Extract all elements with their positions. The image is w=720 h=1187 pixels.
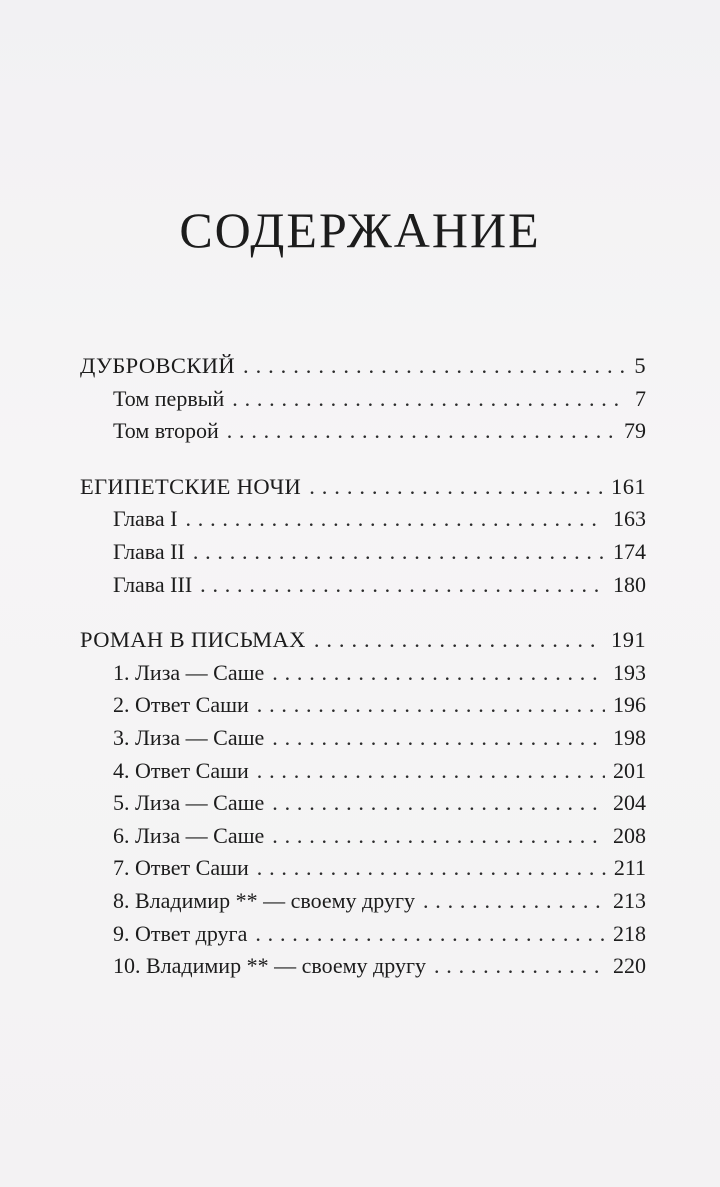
toc-entry xyxy=(80,689,646,722)
toc-entry xyxy=(80,950,646,983)
toc-section xyxy=(80,350,646,448)
dot-leader xyxy=(255,918,605,951)
toc-section xyxy=(80,624,646,983)
toc-entry xyxy=(80,755,646,788)
toc-page-number: 174 xyxy=(613,538,646,564)
toc-entry xyxy=(80,852,646,885)
dot-leader xyxy=(200,569,605,602)
dot-leader xyxy=(227,415,616,448)
toc-page-number: 201 xyxy=(613,757,646,783)
toc-entry-label: Глава II xyxy=(113,538,185,564)
toc-entry xyxy=(80,787,646,820)
toc-page-number: 180 xyxy=(613,571,646,597)
toc-entry-label: 6. Лиза — Саше xyxy=(113,822,265,848)
toc-page-number: 220 xyxy=(613,953,646,979)
toc-entry-label: 8. Владимир ** — своему другу xyxy=(113,887,415,913)
dot-leader xyxy=(314,624,603,657)
dot-leader xyxy=(186,503,606,536)
page-title: СОДЕРЖАНИЕ xyxy=(179,202,541,258)
toc-page-number: 193 xyxy=(613,659,646,685)
dot-leader xyxy=(257,689,605,722)
toc-entry-label: Глава III xyxy=(113,571,193,597)
dot-leader xyxy=(232,383,627,416)
toc-entry xyxy=(80,536,646,569)
toc-entry-label: 5. Лиза — Саше xyxy=(113,790,265,816)
dot-leader xyxy=(272,787,605,820)
dot-leader xyxy=(309,471,603,504)
toc-entry xyxy=(80,885,646,918)
dot-leader xyxy=(257,852,606,885)
toc-page-number: 213 xyxy=(613,887,646,913)
toc-section xyxy=(80,471,646,601)
toc-section-heading xyxy=(80,471,646,504)
toc-entry-label: 1. Лиза — Саше xyxy=(113,659,265,685)
toc-page-number: 191 xyxy=(611,627,646,653)
toc-entry-label: 3. Лиза — Саше xyxy=(113,724,265,750)
toc-section-title: ДУБРОВСКИЙ xyxy=(80,353,236,378)
dot-leader xyxy=(257,755,605,788)
toc-section-heading xyxy=(80,350,646,383)
dot-leader xyxy=(272,722,605,755)
toc-entry-label: 10. Владимир ** — своему другу xyxy=(113,953,426,979)
toc-entry-label: 4. Ответ Саши xyxy=(113,757,249,783)
toc-entry xyxy=(80,569,646,602)
toc-entry xyxy=(80,383,646,416)
dot-leader xyxy=(193,536,605,569)
toc-page-number: 196 xyxy=(613,692,646,718)
toc-entry xyxy=(80,415,646,448)
toc-page-number: 163 xyxy=(613,506,646,532)
toc-entry-label: Глава I xyxy=(113,506,178,532)
toc-page-number: 198 xyxy=(613,724,646,750)
toc-page-number: 208 xyxy=(613,822,646,848)
toc-entry-label: 7. Ответ Саши xyxy=(113,855,249,881)
toc-entry-label: 9. Ответ друга xyxy=(113,920,248,946)
toc-entry xyxy=(80,918,646,951)
toc-entry xyxy=(80,820,646,853)
toc-page-number: 79 xyxy=(624,418,646,444)
dot-leader xyxy=(272,657,605,690)
toc-page-number: 204 xyxy=(613,790,646,816)
toc-entry-label: Том второй xyxy=(113,418,219,444)
toc-page-number: 161 xyxy=(611,473,646,499)
toc-page-number: 211 xyxy=(613,855,646,881)
toc-entry-label: 2. Ответ Саши xyxy=(113,692,249,718)
dot-leader xyxy=(272,820,605,853)
dot-leader xyxy=(243,350,626,383)
toc-entry xyxy=(80,503,646,536)
toc-section-heading xyxy=(80,624,646,657)
toc-entry xyxy=(80,657,646,690)
toc-section-title: ЕГИПЕТСКИЕ НОЧИ xyxy=(80,473,302,499)
toc-section-title: РОМАН В ПИСЬМАХ xyxy=(80,627,306,653)
toc-entry-label: Том первый xyxy=(113,385,225,411)
dot-leader xyxy=(423,885,605,918)
toc-page-number: 218 xyxy=(613,920,646,946)
toc-entry xyxy=(80,722,646,755)
toc-page-number: 5 xyxy=(634,353,646,378)
toc-page-number: 7 xyxy=(635,385,646,411)
dot-leader xyxy=(434,950,605,983)
table-of-contents xyxy=(80,350,646,1006)
